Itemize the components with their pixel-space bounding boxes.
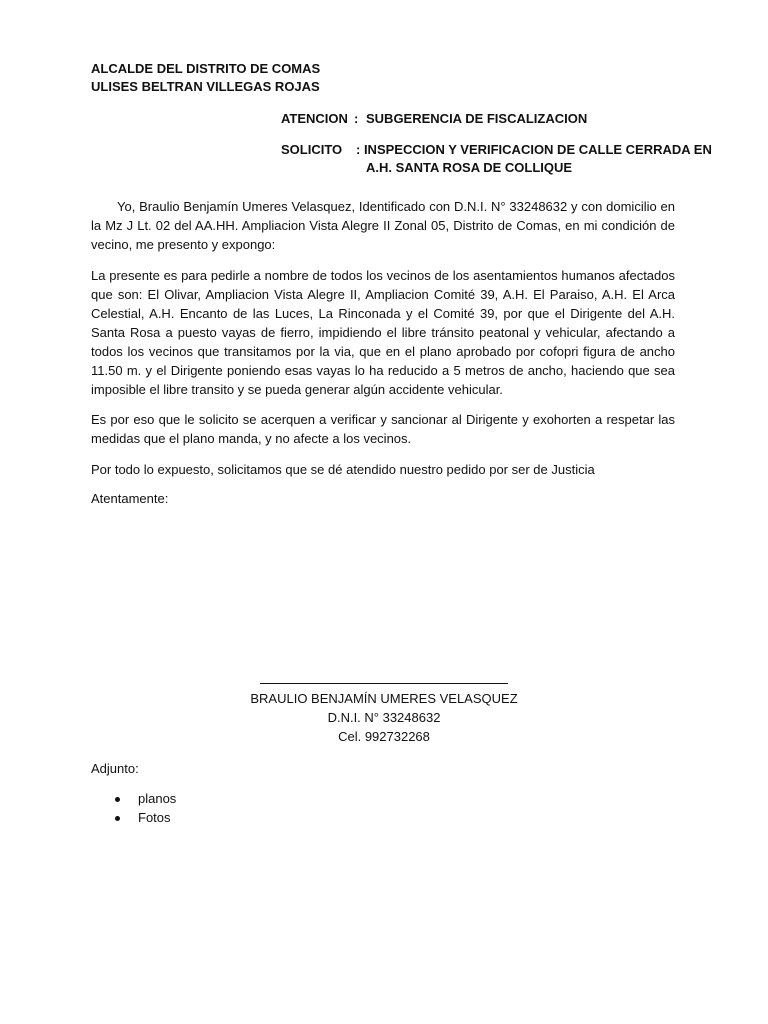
recipient-line-2: ULISES BELTRAN VILLEGAS ROJAS	[91, 79, 320, 94]
closing-text: Atentamente:	[91, 491, 169, 506]
petition-paragraph: Es por eso que le solicito se acerquen a verificar y sancionar al Dirigente y exohorten a respetar las medidas que el plano manda, y no afecte a los vecinos.	[91, 412, 675, 446]
solicito-label: SOLICITO	[281, 142, 343, 157]
request-paragraph: La presente es para pedirle a nombre de todos los vecinos de los asentamientos humanos afectados que son: El Olivar, Ampliacion Vista Alegre II, Ampliacion Comité 39, A.H. El Paraiso, A.H. El Arca Celestial, A.H. Encanto de las Luces, La Rinconada y el Comité 39, por que el Dirigente del A.H. Santa Rosa a puesto vayas de fierro, impidiendo el libre tránsito peatonal y vehicular, afectando a todos los vecinos que transitamos por la via, que en el plano aprobado por cofopri figura de ancho 11.50 m. y el Dirigente poniendo esas vayas lo ha reducido a 5 metros de ancho, haciendo que sea imposible el libre transito y se pueda generar algún accidente vehicular.	[91, 268, 675, 397]
atencion-separator: :	[354, 111, 359, 126]
solicito-value-line-1: : INSPECCION Y VERIFICACION DE CALLE CERRADA EN	[356, 142, 712, 157]
intro-paragraph: Yo, Braulio Benjamín Umeres Velasquez, Identificado con D.N.I. N° 33248632 y con domicilio en la Mz J Lt. 02 del AA.HH. Ampliacion Vista Alegre II Zonal 05, Distrito de Comas, en mi condición de vecino, me presento y expongo:	[91, 199, 675, 252]
recipient-line-1: ALCALDE DEL DISTRITO DE COMAS	[91, 61, 321, 76]
signature-line	[260, 683, 508, 684]
bullet-icon	[115, 797, 120, 802]
signer-name: BRAULIO BENJAMÍN UMERES VELASQUEZ	[250, 691, 518, 706]
attachments-label: Adjunto:	[91, 761, 139, 776]
solicito-value-line-2: A.H. SANTA ROSA DE COLLIQUE	[366, 160, 573, 175]
attachment-item-label: planos	[138, 791, 177, 806]
atencion-label: ATENCION	[281, 111, 348, 126]
attachment-item-label: Fotos	[138, 810, 171, 825]
signer-phone: Cel. 992732268	[338, 729, 430, 744]
signer-dni: D.N.I. N° 33248632	[327, 710, 441, 725]
bullet-icon	[115, 816, 120, 821]
atencion-value: SUBGERENCIA DE FISCALIZACION	[366, 111, 588, 126]
conclusion-paragraph: Por todo lo expuesto, solicitamos que se dé atendido nuestro pedido por ser de Justicia	[91, 462, 595, 477]
